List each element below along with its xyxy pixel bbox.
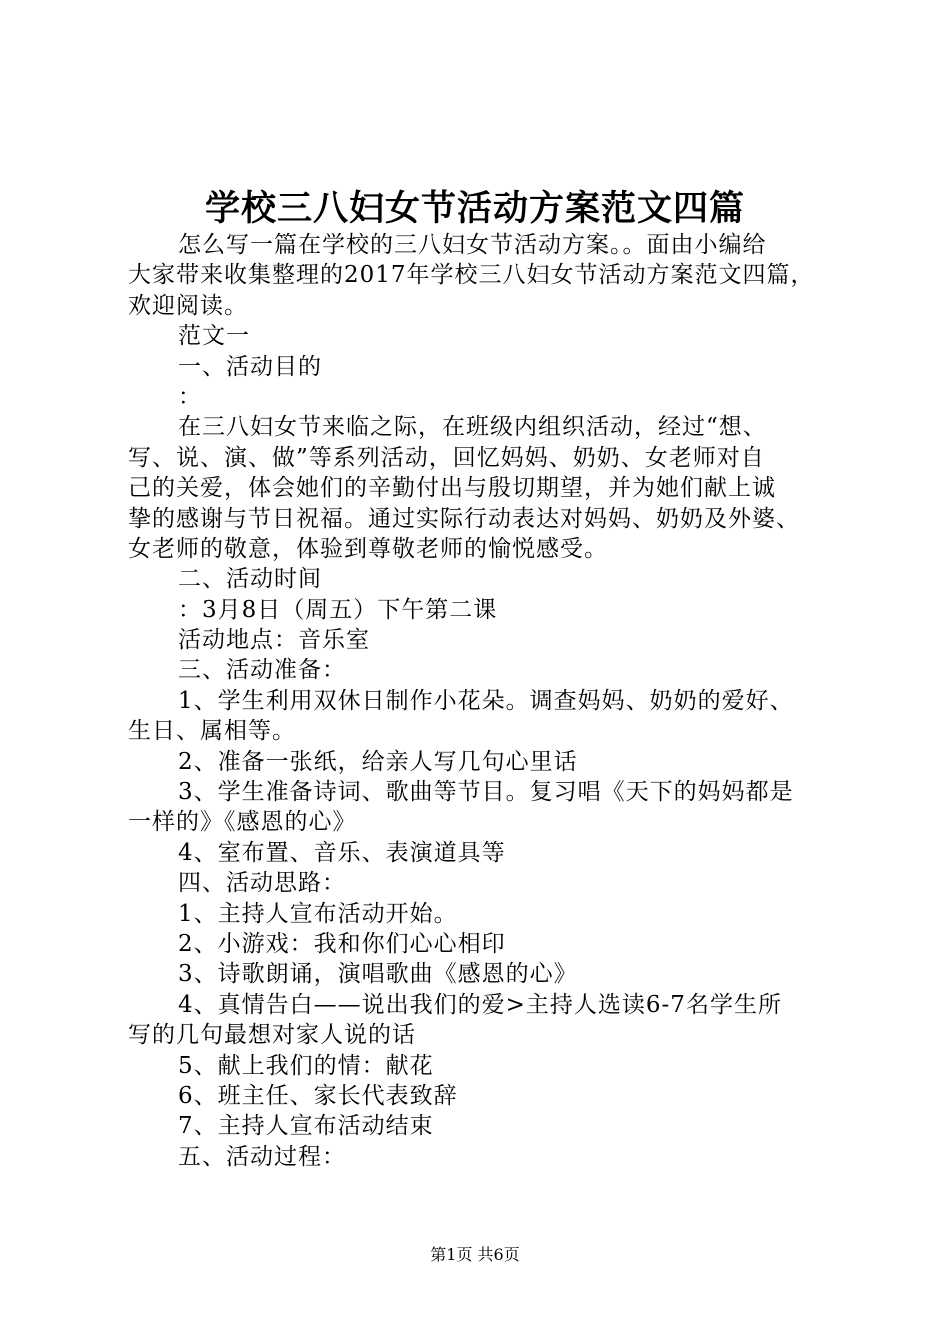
paragraph-line: 写的几句最想对家人说的话 (128, 1022, 416, 1049)
paragraph-line: 欢迎阅读。 (128, 292, 248, 319)
paragraph-line: 四、活动思路： (178, 870, 346, 897)
paragraph-line: 范文一 (178, 323, 250, 350)
paragraph-line: 一样的》《感恩的心》 (128, 809, 357, 836)
page-footer: 第1页 共6页 (430, 1245, 520, 1264)
paragraph-line: 6、班主任、家长代表致辞 (178, 1082, 458, 1109)
paragraph-line: ：3月8日（周五）下午第二课 (178, 596, 498, 623)
paragraph-line: 4、室布置、音乐、表演道具等 (178, 839, 506, 866)
paragraph-line: 五、活动过程： (178, 1143, 346, 1170)
paragraph-line: 2、准备一张纸，给亲人写几句心里话 (178, 748, 578, 775)
paragraph-line: 己的关爱，体会她们的辛勤付出与殷切期望，并为她们献上诚 (128, 475, 776, 502)
paragraph-line: 4、真情告白——说出我们的爱>主持人选读6-7名学生所 (178, 991, 782, 1018)
paragraph-line: 2、小游戏：我和你们心心相印 (178, 930, 506, 957)
document-title: 学校三八妇女节活动方案范文四篇 (204, 188, 745, 229)
paragraph-line: 7、主持人宣布活动结束 (178, 1113, 434, 1140)
paragraph-line: 活动地点：音乐室 (178, 627, 370, 654)
paragraph-line: 3、诗歌朗诵，演唱歌曲《感恩的心》 (178, 961, 578, 988)
paragraph-line: 3、学生准备诗词、歌曲等节目。复习唱《天下的妈妈都是 (178, 779, 794, 806)
paragraph-line: 挚的感谢与节日祝福。通过实际行动表达对妈妈、奶奶及外婆、 (128, 505, 800, 532)
paragraph-line: ： (178, 383, 202, 410)
paragraph-line: 怎么写一篇在学校的三八妇女节活动方案。。面由小编给 (178, 232, 767, 258)
paragraph-line: 在三八妇女节来临之际，在班级内组织活动，经过“想、 (178, 414, 767, 441)
paragraph-line: 1、主持人宣布活动开始。 (178, 900, 458, 927)
paragraph-line: 写、说、演、做”等系列活动，回忆妈妈、奶奶、女老师对自 (128, 444, 765, 471)
paragraph-line: 女老师的敬意，体验到尊敬老师的愉悦感受。 (128, 535, 608, 562)
paragraph-line: 生日、属相等。 (128, 718, 296, 745)
paragraph-line: 5、献上我们的情：献花 (178, 1052, 434, 1079)
document-body (128, 230, 838, 1172)
paragraph-line: 三、活动准备： (178, 657, 346, 684)
paragraph-line: 大家带来收集整理的2017年学校三八妇女节活动方案范文四篇， (128, 262, 815, 289)
paragraph-line: 二、活动时间 (178, 566, 322, 593)
paragraph-line: 一、活动目的 (178, 353, 322, 380)
paragraph-line: 1、学生利用双休日制作小花朵。调查妈妈、奶奶的爱好、 (178, 687, 794, 714)
